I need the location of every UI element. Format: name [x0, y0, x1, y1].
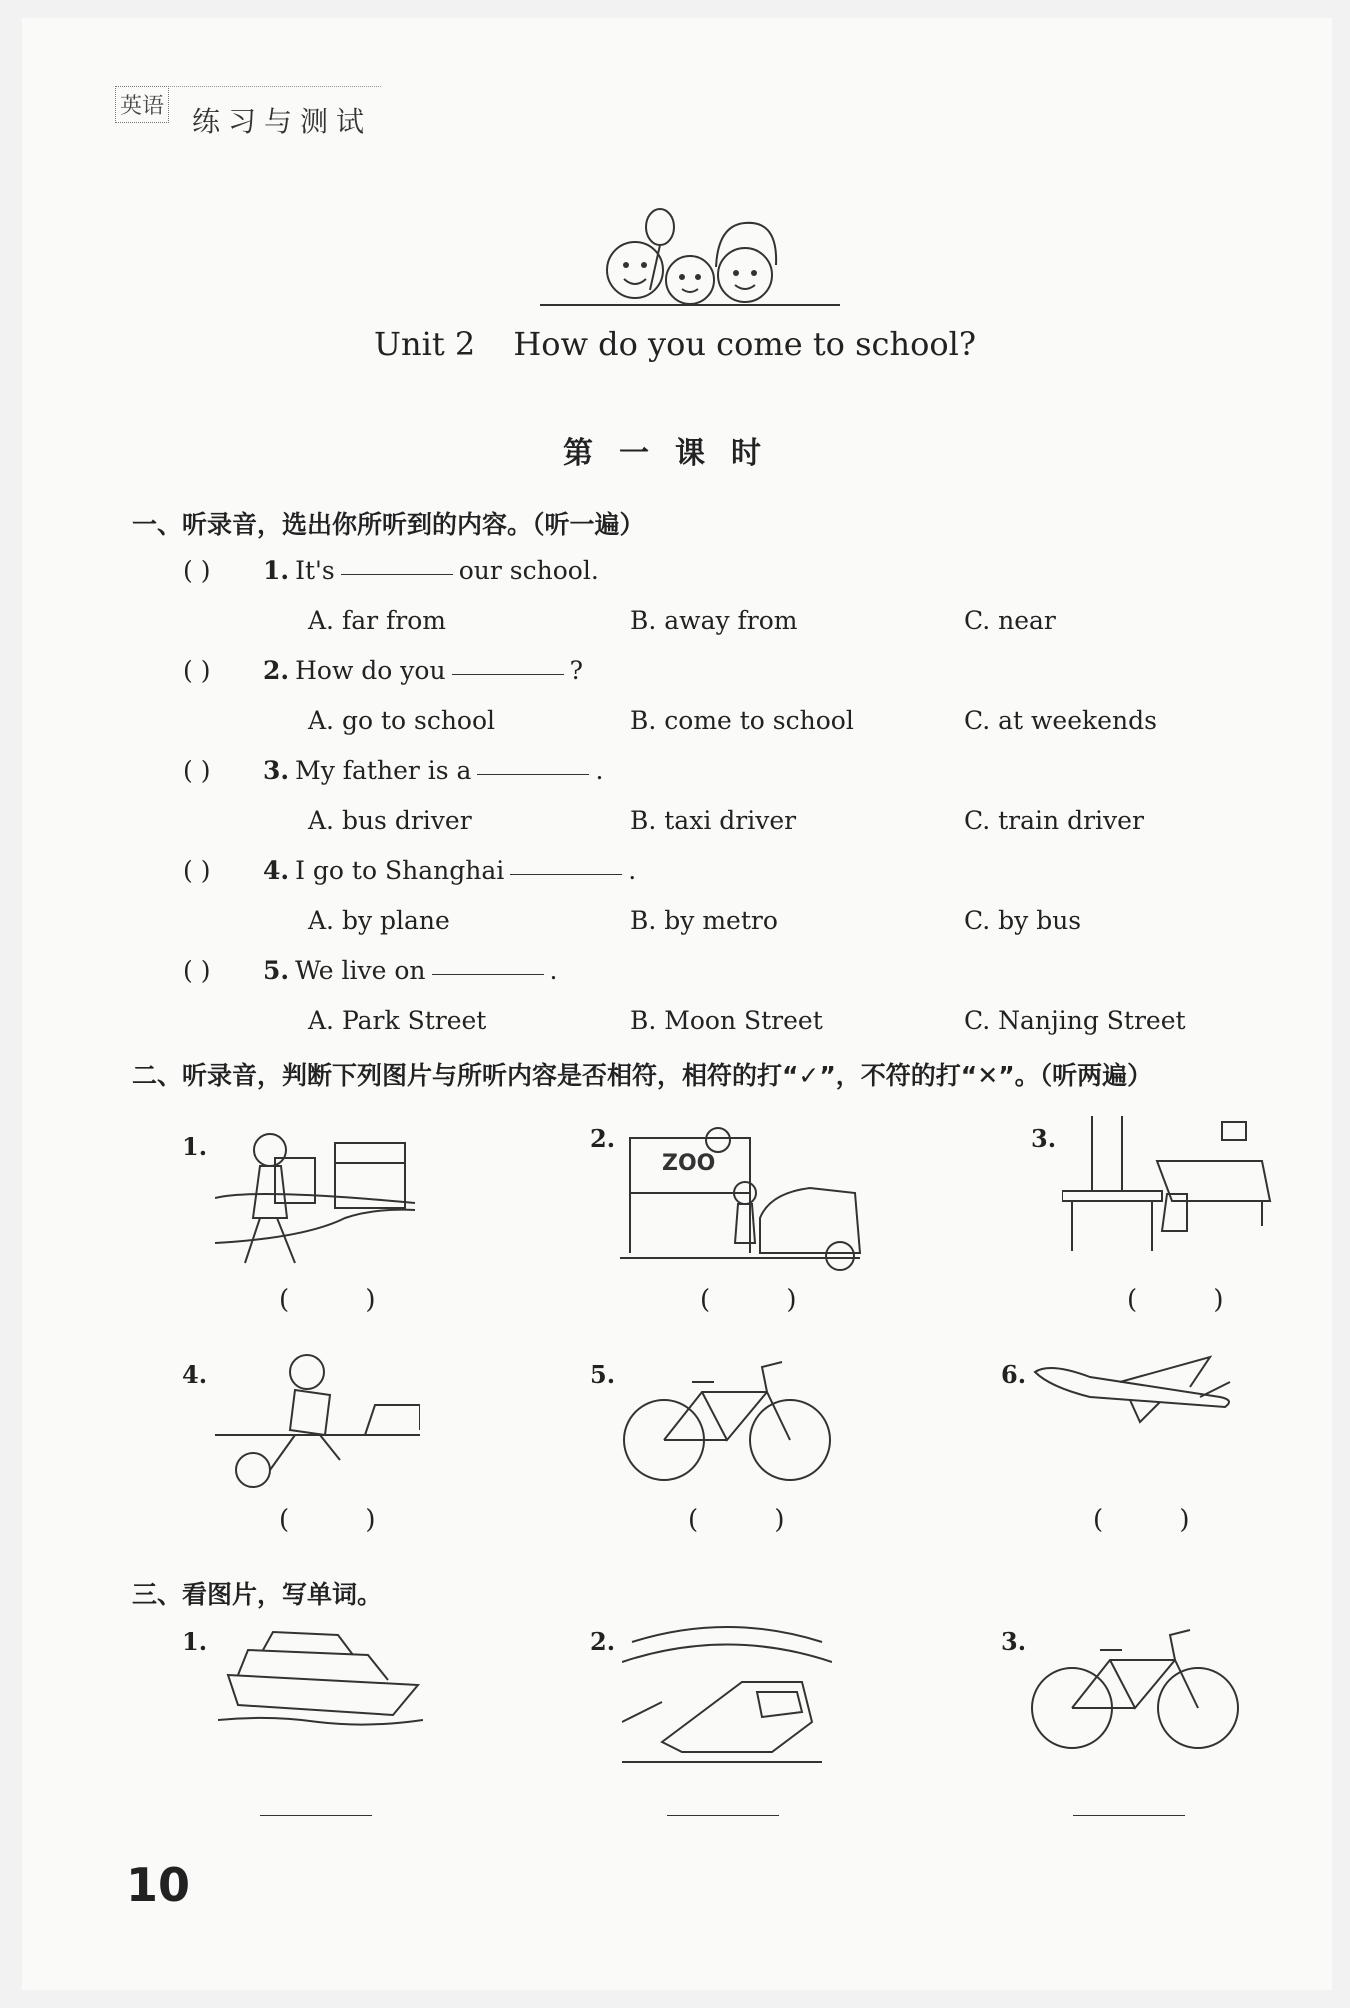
answer-paren[interactable]: ( ) — [183, 956, 211, 985]
bicycle-icon — [1030, 1620, 1240, 1750]
answer-paren[interactable]: ( ) — [183, 756, 211, 785]
question-3 — [183, 756, 603, 785]
option-b: B. Moon Street — [630, 1006, 823, 1035]
item-number: 6. — [1001, 1360, 1027, 1389]
unit-question: How do you come to school? — [513, 325, 976, 363]
answer-line-2[interactable] — [667, 1815, 779, 1816]
question-text: We live on — [295, 956, 426, 985]
question-text-end: . — [595, 756, 604, 785]
answer-paren-3[interactable]: ( ) — [1127, 1285, 1258, 1315]
item-number: 3. — [1001, 1627, 1027, 1656]
section3-heading: 三、看图片，写单词。 — [132, 1580, 383, 1609]
question-number: 5. — [263, 956, 290, 985]
answer-paren[interactable]: ( ) — [183, 656, 211, 685]
question-5 — [183, 956, 557, 985]
blank-line — [452, 674, 564, 675]
answer-paren-6[interactable]: ( ) — [1093, 1505, 1224, 1535]
answer-line-3[interactable] — [1073, 1815, 1185, 1816]
option-c: C. by bus — [964, 906, 1082, 935]
option-b: B. by metro — [630, 906, 778, 935]
subject-label: 英语 — [115, 86, 169, 123]
option-a: A. Park Street — [308, 1006, 487, 1035]
option-b: B. away from — [630, 606, 798, 635]
section1-heading: 一、听录音，选出你所听到的内容。（听一遍） — [132, 510, 645, 539]
item-number: 4. — [182, 1360, 208, 1389]
unit-number: Unit 2 — [374, 325, 476, 363]
option-b: B. come to school — [630, 706, 854, 735]
page-number: 10 — [126, 1858, 191, 1912]
answer-paren-5[interactable]: ( ) — [688, 1505, 819, 1535]
zoo-sign: ZOO — [662, 1151, 716, 1176]
question-text-end: . — [628, 856, 637, 885]
blank-line — [510, 874, 622, 875]
option-c: C. at weekends — [964, 706, 1157, 735]
book-title: 练习与测试 — [192, 105, 373, 138]
option-a: A. bus driver — [308, 806, 472, 835]
question-text: I go to Shanghai — [295, 856, 505, 885]
blank-line — [341, 574, 453, 575]
question-number: 3. — [263, 756, 290, 785]
option-a: A. go to school — [308, 706, 496, 735]
question-4 — [183, 856, 636, 885]
question-text: It's — [295, 556, 335, 585]
item-number: 1. — [182, 1132, 208, 1161]
item-number: 5. — [590, 1360, 616, 1389]
item-number: 2. — [590, 1124, 616, 1153]
answer-paren-1[interactable]: ( ) — [279, 1285, 410, 1315]
question-text-end: . — [549, 956, 558, 985]
option-c: C. train driver — [964, 806, 1144, 835]
question-text: My father is a — [295, 756, 472, 785]
item-number: 1. — [182, 1627, 208, 1656]
question-text: How do you — [295, 656, 446, 685]
ship-icon — [218, 1620, 423, 1730]
option-a: A. far from — [308, 606, 446, 635]
question-number: 2. — [263, 656, 290, 685]
answer-paren[interactable]: ( ) — [183, 856, 211, 885]
bedroom-desk-icon — [1062, 1116, 1272, 1256]
question-1 — [183, 556, 599, 585]
question-number: 4. — [263, 856, 290, 885]
question-2 — [183, 656, 583, 685]
unit-title — [0, 325, 1350, 363]
item-number: 2. — [590, 1627, 616, 1656]
kids-illustration-icon — [540, 205, 840, 315]
answer-paren-2[interactable]: ( ) — [700, 1285, 831, 1315]
option-c: C. Nanjing Street — [964, 1006, 1186, 1035]
airplane-icon — [1030, 1352, 1240, 1432]
answer-line-1[interactable] — [260, 1815, 372, 1816]
option-a: A. by plane — [308, 906, 450, 935]
lesson-title: 第一课时 — [563, 436, 787, 471]
metro-train-icon — [622, 1622, 832, 1772]
option-c: C. near — [964, 606, 1056, 635]
zoo-taxi-icon — [620, 1118, 865, 1283]
football-boy-icon — [215, 1350, 420, 1490]
bicycle-icon — [622, 1352, 832, 1482]
blank-line — [477, 774, 589, 775]
answer-paren-4[interactable]: ( ) — [279, 1505, 410, 1535]
option-b: B. taxi driver — [630, 806, 797, 835]
blank-line — [432, 974, 544, 975]
walking-boy-icon — [215, 1128, 420, 1278]
question-text-end: our school. — [458, 556, 599, 585]
question-text-end: ? — [569, 656, 583, 685]
section2-heading: 二、听录音，判断下列图片与所听内容是否相符，相符的打“✓”，不符的打“✕”。（听两遍） — [132, 1061, 1153, 1090]
answer-paren[interactable]: ( ) — [183, 556, 211, 585]
question-number: 1. — [263, 556, 290, 585]
item-number: 3. — [1031, 1124, 1057, 1153]
